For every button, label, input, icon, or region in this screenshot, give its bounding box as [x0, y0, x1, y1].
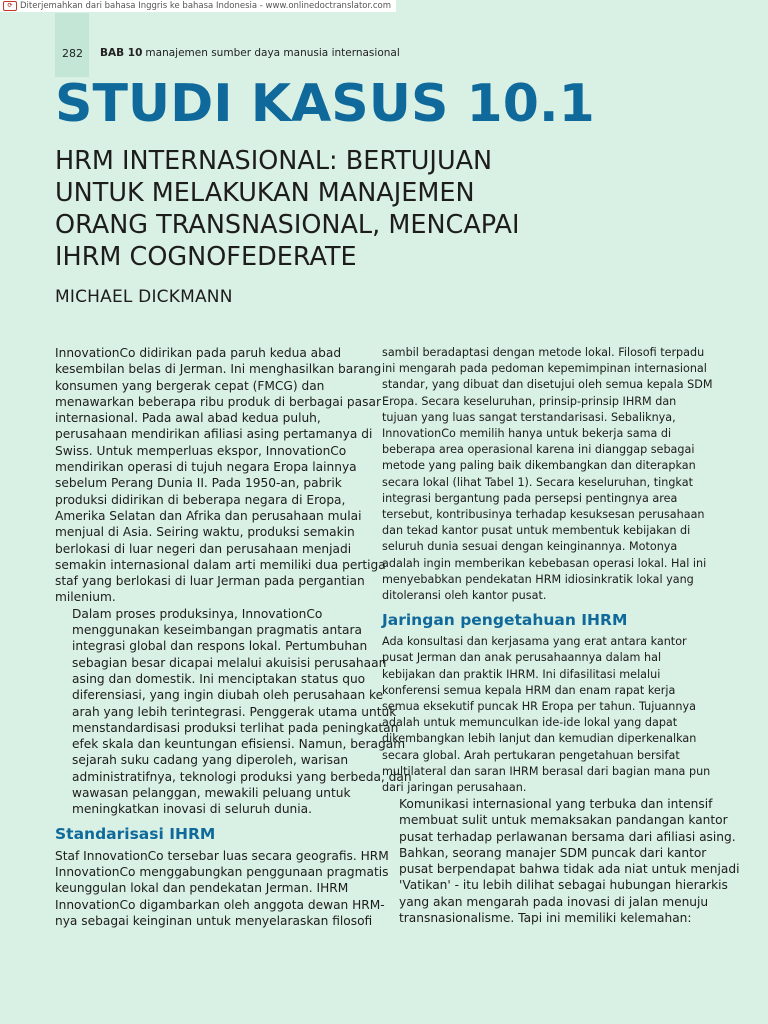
text-line: InnovationCo menggabungkan penggunaan pragmatis: [55, 864, 389, 879]
text-line: metode yang paling baik dikembangkan dan diterapkan: [382, 459, 696, 473]
text-line: sebagian besar dicapai melalui akuisisi perusahaan: [72, 655, 387, 670]
text-line: sejarah suku cadang yang diperoleh, warisan: [72, 753, 349, 768]
text-line: Staf InnovationCo tersebar luas secara geografis. HRM: [55, 848, 389, 863]
text-line: nya sebagai keinginan untuk menyelaraskan filosofi: [55, 913, 373, 928]
paragraph: [382, 796, 740, 926]
text-line: ditoleransi oleh kantor pusat.: [382, 589, 547, 603]
text-line: sebelum Perang Dunia II. Pada 1950-an, pabrik: [55, 476, 342, 491]
paragraph: [382, 345, 713, 604]
text-line: 'Vatikan' - itu lebih dilihat sebagai hubungan hierarkis: [399, 878, 728, 893]
text-line: integrasi bergantung pada persepsi pentingnya area: [382, 491, 678, 505]
text-line: meningkatkan inovasi di seluruh dunia.: [72, 802, 313, 817]
text-line: Amerika Selatan dan Afrika dan perusahaan mulai: [55, 508, 362, 523]
text-line: membuat sulit untuk memaksakan pandangan kantor: [399, 813, 728, 828]
text-line: tersebut, kontribusinya terhadap kesuksesan perusahaan: [382, 508, 705, 522]
paragraph: [55, 606, 412, 818]
text-line: keunggulan lokal dan pendekatan Jerman. IHRM: [55, 881, 349, 896]
translator-logo-icon: ⟳: [3, 1, 17, 11]
translator-banner: [0, 0, 396, 12]
case-study-subtitle: [55, 145, 615, 273]
left-column: [55, 345, 412, 929]
text-line: administratifnya, teknologi produksi yang berbeda, dan: [72, 769, 412, 784]
author-name: MICHAEL DICKMANN: [55, 287, 233, 307]
text-line: adalah untuk memunculkan ide-ide lokal yang dapat: [382, 716, 678, 730]
text-line: mendirikan operasi di tujuh negara Eropa lainnya: [55, 460, 357, 475]
text-line: Ada konsultasi dan kerjasama yang erat antara kantor: [382, 635, 687, 649]
case-study-title: STUDI KASUS 10.1: [55, 74, 595, 134]
chapter-label: BAB 10: [100, 47, 143, 59]
text-line: multilateral dan saran IHRM berasal dari bagian mana pun: [382, 764, 711, 778]
text-line: tujuan yang luas sangat terstandarisasi. Sebaliknya,: [382, 410, 676, 424]
text-line: InnovationCo memilih hanya untuk bekerja sama di: [382, 427, 672, 441]
text-line: semua eksekutif puncak HR Eropa per tahun. Tujuannya: [382, 700, 696, 714]
text-line: semakin internasional dalam arti memiliki dua pertiga: [55, 557, 386, 572]
text-line: sambil beradaptasi dengan metode lokal. Filosofi terpadu: [382, 346, 705, 359]
text-line: konsumen yang bergerak cepat (FMCG) dan: [55, 378, 325, 393]
text-line: dari jaringan perusahaan.: [382, 781, 527, 795]
right-column: [382, 345, 740, 926]
text-line: secara lokal (lihat Tabel 1). Secara keseluruhan, tingkat: [382, 475, 693, 489]
text-line: Bahkan, seorang manajer SDM puncak dari kantor: [399, 845, 707, 860]
text-line: Eropa. Secara keseluruhan, prinsip-prinsip IHRM dan: [382, 394, 677, 408]
text-line: konferensi semua kepala HRM dan enam rapat kerja: [382, 683, 676, 697]
page-number: 282: [62, 47, 83, 60]
text-line: transnasionalisme. Tapi ini memiliki kelemahan:: [399, 910, 692, 925]
translator-banner-text: Diterjemahkan dari bahasa Inggris ke bahasa Indonesia - www.onlinedoctranslator.com: [20, 1, 392, 11]
subtitle-line: IHRM COGNOFEDERATE: [55, 242, 357, 272]
text-line: dikembangkan lebih lanjut dan kemudian diperkenalkan: [382, 732, 697, 746]
text-line: Swiss. Untuk memperluas ekspor, InnovationCo: [55, 443, 347, 458]
text-line: arah yang lebih terintegrasi. Penggerak utama untuk: [72, 704, 397, 719]
text-line: beberapa area operasional karena ini dianggap sebagai: [382, 443, 695, 457]
text-line: secara global. Arah pertukaran pengetahuan bersifat: [382, 748, 680, 762]
text-line: adalah ingin memberikan kebebasan operasi lokal. Hal ini: [382, 556, 707, 570]
text-line: menjual di Asia. Seiring waktu, produksi semakin: [55, 525, 355, 540]
text-line: InnovationCo didirikan pada paruh kedua abad: [55, 346, 342, 360]
text-line: perusahaan mendirikan afiliasi asing pertamanya di: [55, 427, 373, 442]
text-line: internasional. Pada awal abad kedua puluh,: [55, 411, 321, 426]
subtitle-line: UNTUK MELAKUKAN MANAJEMEN: [55, 178, 475, 208]
text-line: pusat Jerman dan anak perusahaannya dalam hal: [382, 651, 662, 665]
text-line: ini mengarah pada pedoman kepemimpinan internasional: [382, 362, 707, 376]
text-line: kesembilan belas di Jerman. Ini menghasilkan barang: [55, 362, 382, 377]
text-line: efek skala dan keuntungan efisiensi. Namun, beragam: [72, 737, 406, 752]
text-line: integrasi global dan respons lokal. Pertumbuhan: [72, 639, 368, 654]
paragraph: [55, 848, 389, 929]
text-line: Dalam proses produksinya, InnovationCo: [72, 606, 323, 621]
text-line: seluruh dunia sesuai dengan keinginannya. Motonya: [382, 540, 678, 554]
text-line: pusat berpendapat bahwa tidak ada niat untuk menjadi: [399, 862, 740, 877]
section-heading-standarisasi: Standarisasi IHRM: [55, 824, 216, 843]
page-tab-marker: [55, 13, 89, 77]
section-heading-jaringan: Jaringan pengetahuan IHRM: [382, 611, 628, 630]
text-line: berlokasi di luar negeri dan perusahaan menjadi: [55, 541, 352, 556]
chapter-title: manajemen sumber daya manusia internasional: [145, 47, 400, 59]
text-line: yang akan mengarah pada inovasi di jalan menuju: [399, 894, 709, 909]
text-line: menstandardisasi produksi terlihat pada peningkatan: [72, 720, 399, 735]
text-line: asing dan domestik. Ini menciptakan status quo: [72, 671, 366, 686]
text-line: menawarkan beberapa ribu produk di berbagai pasar: [55, 394, 381, 409]
text-line: wawasan pelanggan, mewakili peluang untuk: [72, 786, 351, 801]
text-line: InnovationCo digambarkan oleh anggota dewan HRM-: [55, 897, 385, 912]
text-line: dan tekad kantor pusat untuk membentuk kebijakan di: [382, 524, 691, 538]
text-line: milenium.: [55, 590, 116, 605]
text-line: menggunakan keseimbangan pragmatis antara: [72, 623, 362, 638]
paragraph: [55, 345, 386, 606]
text-line: Komunikasi internasional yang terbuka dan intensif: [399, 797, 713, 812]
paragraph: [382, 634, 711, 796]
text-line: staf yang berlokasi di luar Jerman pada pergantian: [55, 574, 365, 589]
text-line: kebijakan dan praktik IHRM. Ini difasilitasi melalui: [382, 667, 661, 681]
text-line: produksi didirikan di beberapa negara di Eropa,: [55, 492, 346, 507]
text-line: standar, yang dibuat dan disetujui oleh semua kepala SDM: [382, 378, 713, 392]
text-line: pusat terhadap perlawanan bersama dari afiliasi asing.: [399, 829, 736, 844]
text-line: menyebabkan pendekatan HRM idiosinkratik lokal yang: [382, 572, 694, 586]
subtitle-line: HRM INTERNASIONAL: BERTUJUAN: [55, 146, 493, 176]
text-line: diferensiasi, yang ingin diubah oleh perusahaan ke: [72, 688, 384, 703]
running-header: [100, 47, 400, 59]
subtitle-line: ORANG TRANSNASIONAL, MENCAPAI: [55, 210, 520, 240]
